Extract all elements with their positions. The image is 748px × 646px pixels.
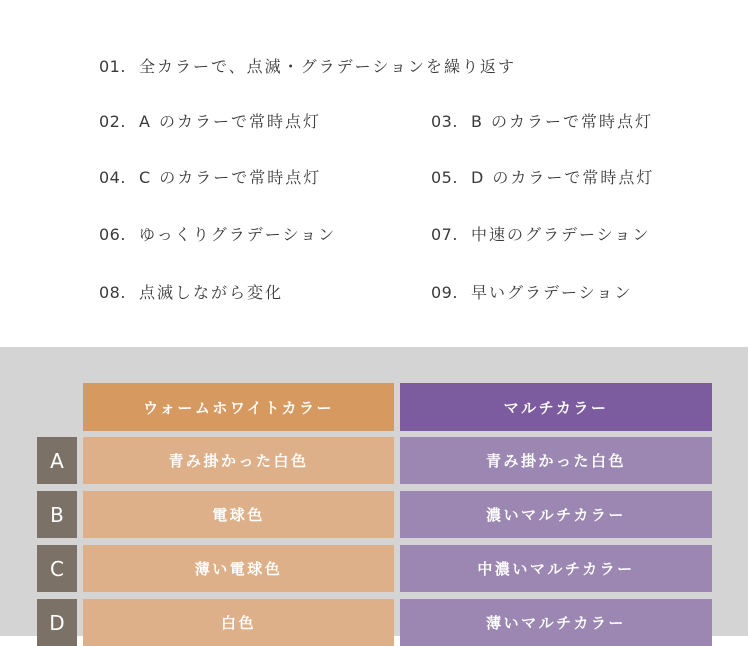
mode-item-09 xyxy=(431,282,632,304)
mode-number: 06. xyxy=(99,225,126,244)
mode-text: 全カラーで、点滅・グラデーションを繰り返す xyxy=(138,57,516,76)
cell-a-warm-white: 青み掛かった白色 xyxy=(83,437,394,484)
mode-text: 中速のグラデーション xyxy=(470,225,651,244)
mode-number: 02. xyxy=(99,112,126,131)
cell-c-warm-white: 薄い電球色 xyxy=(83,545,394,592)
mode-text: A のカラーで常時点灯 xyxy=(138,112,321,131)
mode-number: 04. xyxy=(99,168,126,187)
mode-list-row xyxy=(0,282,748,304)
column-header-multi-color: マルチカラー xyxy=(400,383,712,431)
cell-b-warm-white: 電球色 xyxy=(83,491,394,538)
mode-item-05 xyxy=(431,167,654,189)
mode-item-04 xyxy=(99,167,321,189)
row-label-d: D xyxy=(37,599,77,646)
mode-item-02 xyxy=(99,111,321,133)
mode-number: 05. xyxy=(431,168,458,187)
mode-text: C のカラーで常時点灯 xyxy=(138,168,322,187)
mode-number: 03. xyxy=(431,112,458,131)
mode-text: D のカラーで常時点灯 xyxy=(470,168,655,187)
mode-list-row xyxy=(0,224,748,246)
mode-number: 01. xyxy=(99,57,126,76)
mode-text: ゆっくりグラデーション xyxy=(138,225,337,244)
mode-text: B のカラーで常時点灯 xyxy=(470,112,654,131)
mode-item-08 xyxy=(99,282,283,304)
table-row-d xyxy=(0,599,748,646)
color-table-section xyxy=(0,347,748,636)
mode-list-row xyxy=(0,56,748,78)
cell-b-multi-color: 濃いマルチカラー xyxy=(400,491,712,538)
mode-number: 09. xyxy=(431,283,458,302)
mode-item-07 xyxy=(431,224,650,246)
mode-text: 早いグラデーション xyxy=(470,283,633,302)
mode-list-row xyxy=(0,111,748,133)
mode-item-03 xyxy=(431,111,653,133)
mode-item-06 xyxy=(99,224,336,246)
mode-text: 点滅しながら変化 xyxy=(138,283,283,302)
cell-d-warm-white: 白色 xyxy=(83,599,394,646)
mode-number: 07. xyxy=(431,225,458,244)
cell-c-multi-color: 中濃いマルチカラー xyxy=(400,545,712,592)
column-header-warm-white: ウォームホワイトカラー xyxy=(83,383,394,431)
table-row-c xyxy=(0,545,748,592)
cell-d-multi-color: 薄いマルチカラー xyxy=(400,599,712,646)
row-label-b: B xyxy=(37,491,77,538)
cell-a-multi-color: 青み掛かった白色 xyxy=(400,437,712,484)
table-row-b xyxy=(0,491,748,538)
mode-item-01 xyxy=(99,56,516,78)
mode-list-row xyxy=(0,167,748,189)
table-row-a xyxy=(0,437,748,484)
row-label-c: C xyxy=(37,545,77,592)
mode-number: 08. xyxy=(99,283,126,302)
row-label-a: A xyxy=(37,437,77,484)
